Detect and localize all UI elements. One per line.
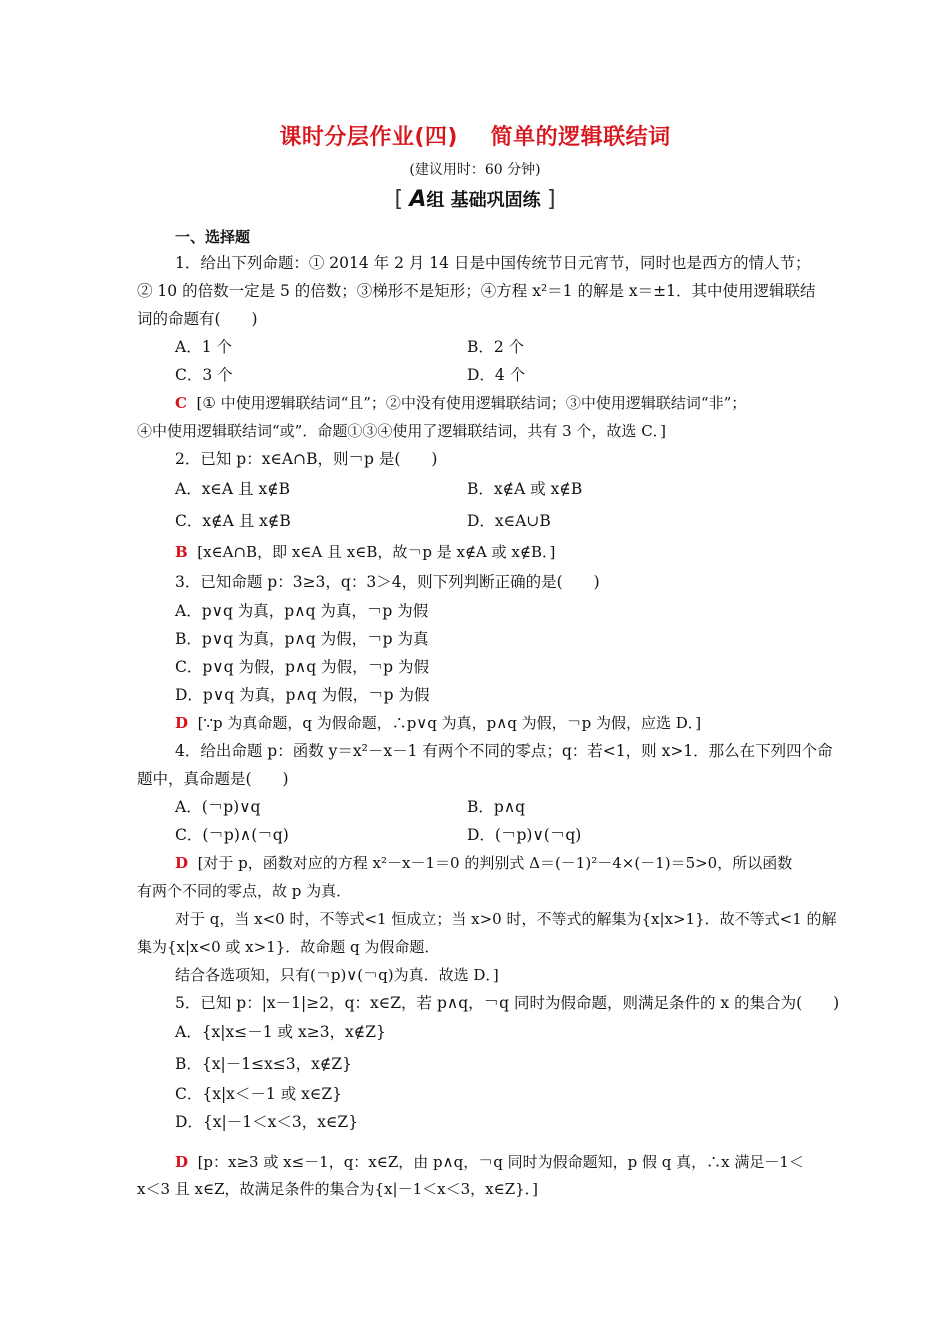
group-heading (0, 186, 950, 212)
q3-option-a: A．p∨q 为真，p∧q 为真，￢p 为假 (175, 602, 429, 620)
q1-explanation-2: ④中使用逻辑联结词“或”．命题①③④使用了逻辑联结词，共有 3 个，故选 C．] (137, 422, 667, 440)
q1-option-a: A．1 个 (175, 338, 232, 356)
q2-option-a: A．x∈A 且 x∉B (175, 480, 291, 498)
group-letter: A (409, 187, 427, 212)
q1-stem-line-2: ② 10 的倍数一定是 5 的倍数；③梯形不是矩形；④方程 x²＝1 的解是 x＝±1．其中使用逻辑联结 (137, 282, 816, 300)
q5-explanation-2: x＜3 且 x∈Z，故满足条件的集合为{x|－1＜x＜3，x∈Z}．] (137, 1180, 539, 1198)
q3-explanation: [∵p 为真命题，q 为假命题，∴p∨q 为真，p∧q 为假，￢p 为假，应选 D．] (197, 714, 702, 732)
q3-option-c: C．p∨q 为假，p∧q 为假，￢p 为假 (175, 658, 429, 676)
q5-option-a: A．{x|x≤－1 或 x≥3，x∉Z} (175, 1023, 386, 1041)
q4-option-a: A．(￢p)∨q (175, 798, 261, 816)
q4-option-d: D．(￢p)∨(￢q) (467, 826, 582, 844)
q3-option-b: B．p∨q 为真，p∧q 为假，￢p 为真 (175, 630, 429, 648)
page-title: 课时分层作业(四) 简单的逻辑联结词 (279, 125, 671, 150)
q2-answer-line (175, 541, 555, 563)
q1-option-b: B．2 个 (467, 338, 525, 356)
q3-stem: 3．已知命题 p：3≥3，q：3＞4，则下列判断正确的是( ) (175, 573, 600, 591)
q2-option-b: B．x∉A 或 x∉B (467, 480, 583, 498)
group-bracket-left: [ (394, 187, 404, 212)
q1-stem-line-3: 词的命题有( ) (137, 310, 258, 328)
q5-option-b: B．{x|－1≤x≤3，x∉Z} (175, 1055, 353, 1073)
q5-explanation-1: [p：x≥3 或 x≤－1，q：x∈Z，由 p∧q，￢q 同时为假命题知，p 假 q 真，∴x 满足－1＜ (197, 1153, 804, 1171)
q4-explanation-4: 集为{x|x<0 或 x>1}．故命题 q 为假命题． (137, 938, 440, 956)
q1-answer-line-1 (175, 392, 746, 414)
q1-option-c: C．3 个 (175, 366, 233, 384)
q2-explanation: [x∈A∩B，即 x∈A 且 x∈B，故￢p 是 x∉A 或 x∉B．] (197, 543, 556, 561)
q3-answer-letter: D (175, 714, 189, 732)
q4-explanation-3: 对于 q，当 x<0 时，不等式<1 恒成立；当 x>0 时，不等式的解集为{x|x>1}．故不等式<1 的解 (175, 910, 837, 928)
q2-option-d: D．x∈A∪B (467, 512, 551, 530)
q5-answer-letter: D (175, 1153, 189, 1171)
q5-option-c: C．{x|x＜－1 或 x∈Z} (175, 1085, 342, 1103)
group-label: 组 基础巩固练 (426, 190, 541, 211)
q1-explanation-1: [① 中使用逻辑联结词“且”；②中没有使用逻辑联结词；③中使用逻辑联结词“非”； (196, 394, 747, 412)
q5-option-d: D．{x|－1＜x＜3，x∈Z} (175, 1113, 359, 1131)
q2-answer-letter: B (175, 543, 188, 561)
q4-explanation-5: 结合各选项知，只有(￢p)∨(￢q)为真．故选 D．] (175, 966, 499, 984)
q4-explanation-1: [对于 p，函数对应的方程 x²－x－1＝0 的判别式 Δ＝(－1)²－4×(－1)＝5>0，所以函数 (197, 854, 793, 872)
q3-answer-line (175, 712, 701, 734)
q4-stem-line-1: 4．给出命题 p：函数 y＝x²－x－1 有两个不同的零点；q：若<1，则 x>1．那么在下列四个命 (175, 742, 833, 760)
group-bracket-right: ] (546, 187, 556, 212)
q4-answer-letter: D (175, 854, 189, 872)
q5-answer-line-1 (175, 1151, 804, 1173)
section-heading: 一、选择题 (175, 228, 251, 246)
q1-answer-letter: C (175, 394, 187, 412)
q4-option-c: C．(￢p)∧(￢q) (175, 826, 289, 844)
q4-option-b: B．p∧q (467, 798, 526, 816)
q4-stem-line-2: 题中，真命题是( ) (137, 770, 289, 788)
suggested-time: (建议用时：60 分钟) (409, 162, 541, 178)
q4-explanation-2: 有两个不同的零点，故 p 为真． (137, 882, 352, 900)
q4-answer-line-1 (175, 852, 792, 874)
q1-stem-line-1: 1．给出下列命题：① 2014 年 2 月 14 日是中国传统节日元宵节，同时也是西方的情人节； (175, 254, 811, 272)
q2-option-c: C．x∉A 且 x∉B (175, 512, 291, 530)
q5-stem: 5．已知 p：|x－1|≥2，q：x∈Z，若 p∧q，￢q 同时为假命题，则满足条件的 x 的集合为( ) (175, 994, 840, 1012)
q2-stem: 2．已知 p：x∈A∩B，则￢p 是( ) (175, 450, 438, 468)
q1-option-d: D．4 个 (467, 366, 526, 384)
q3-option-d: D．p∨q 为真，p∧q 为假，￢p 为假 (175, 686, 430, 704)
